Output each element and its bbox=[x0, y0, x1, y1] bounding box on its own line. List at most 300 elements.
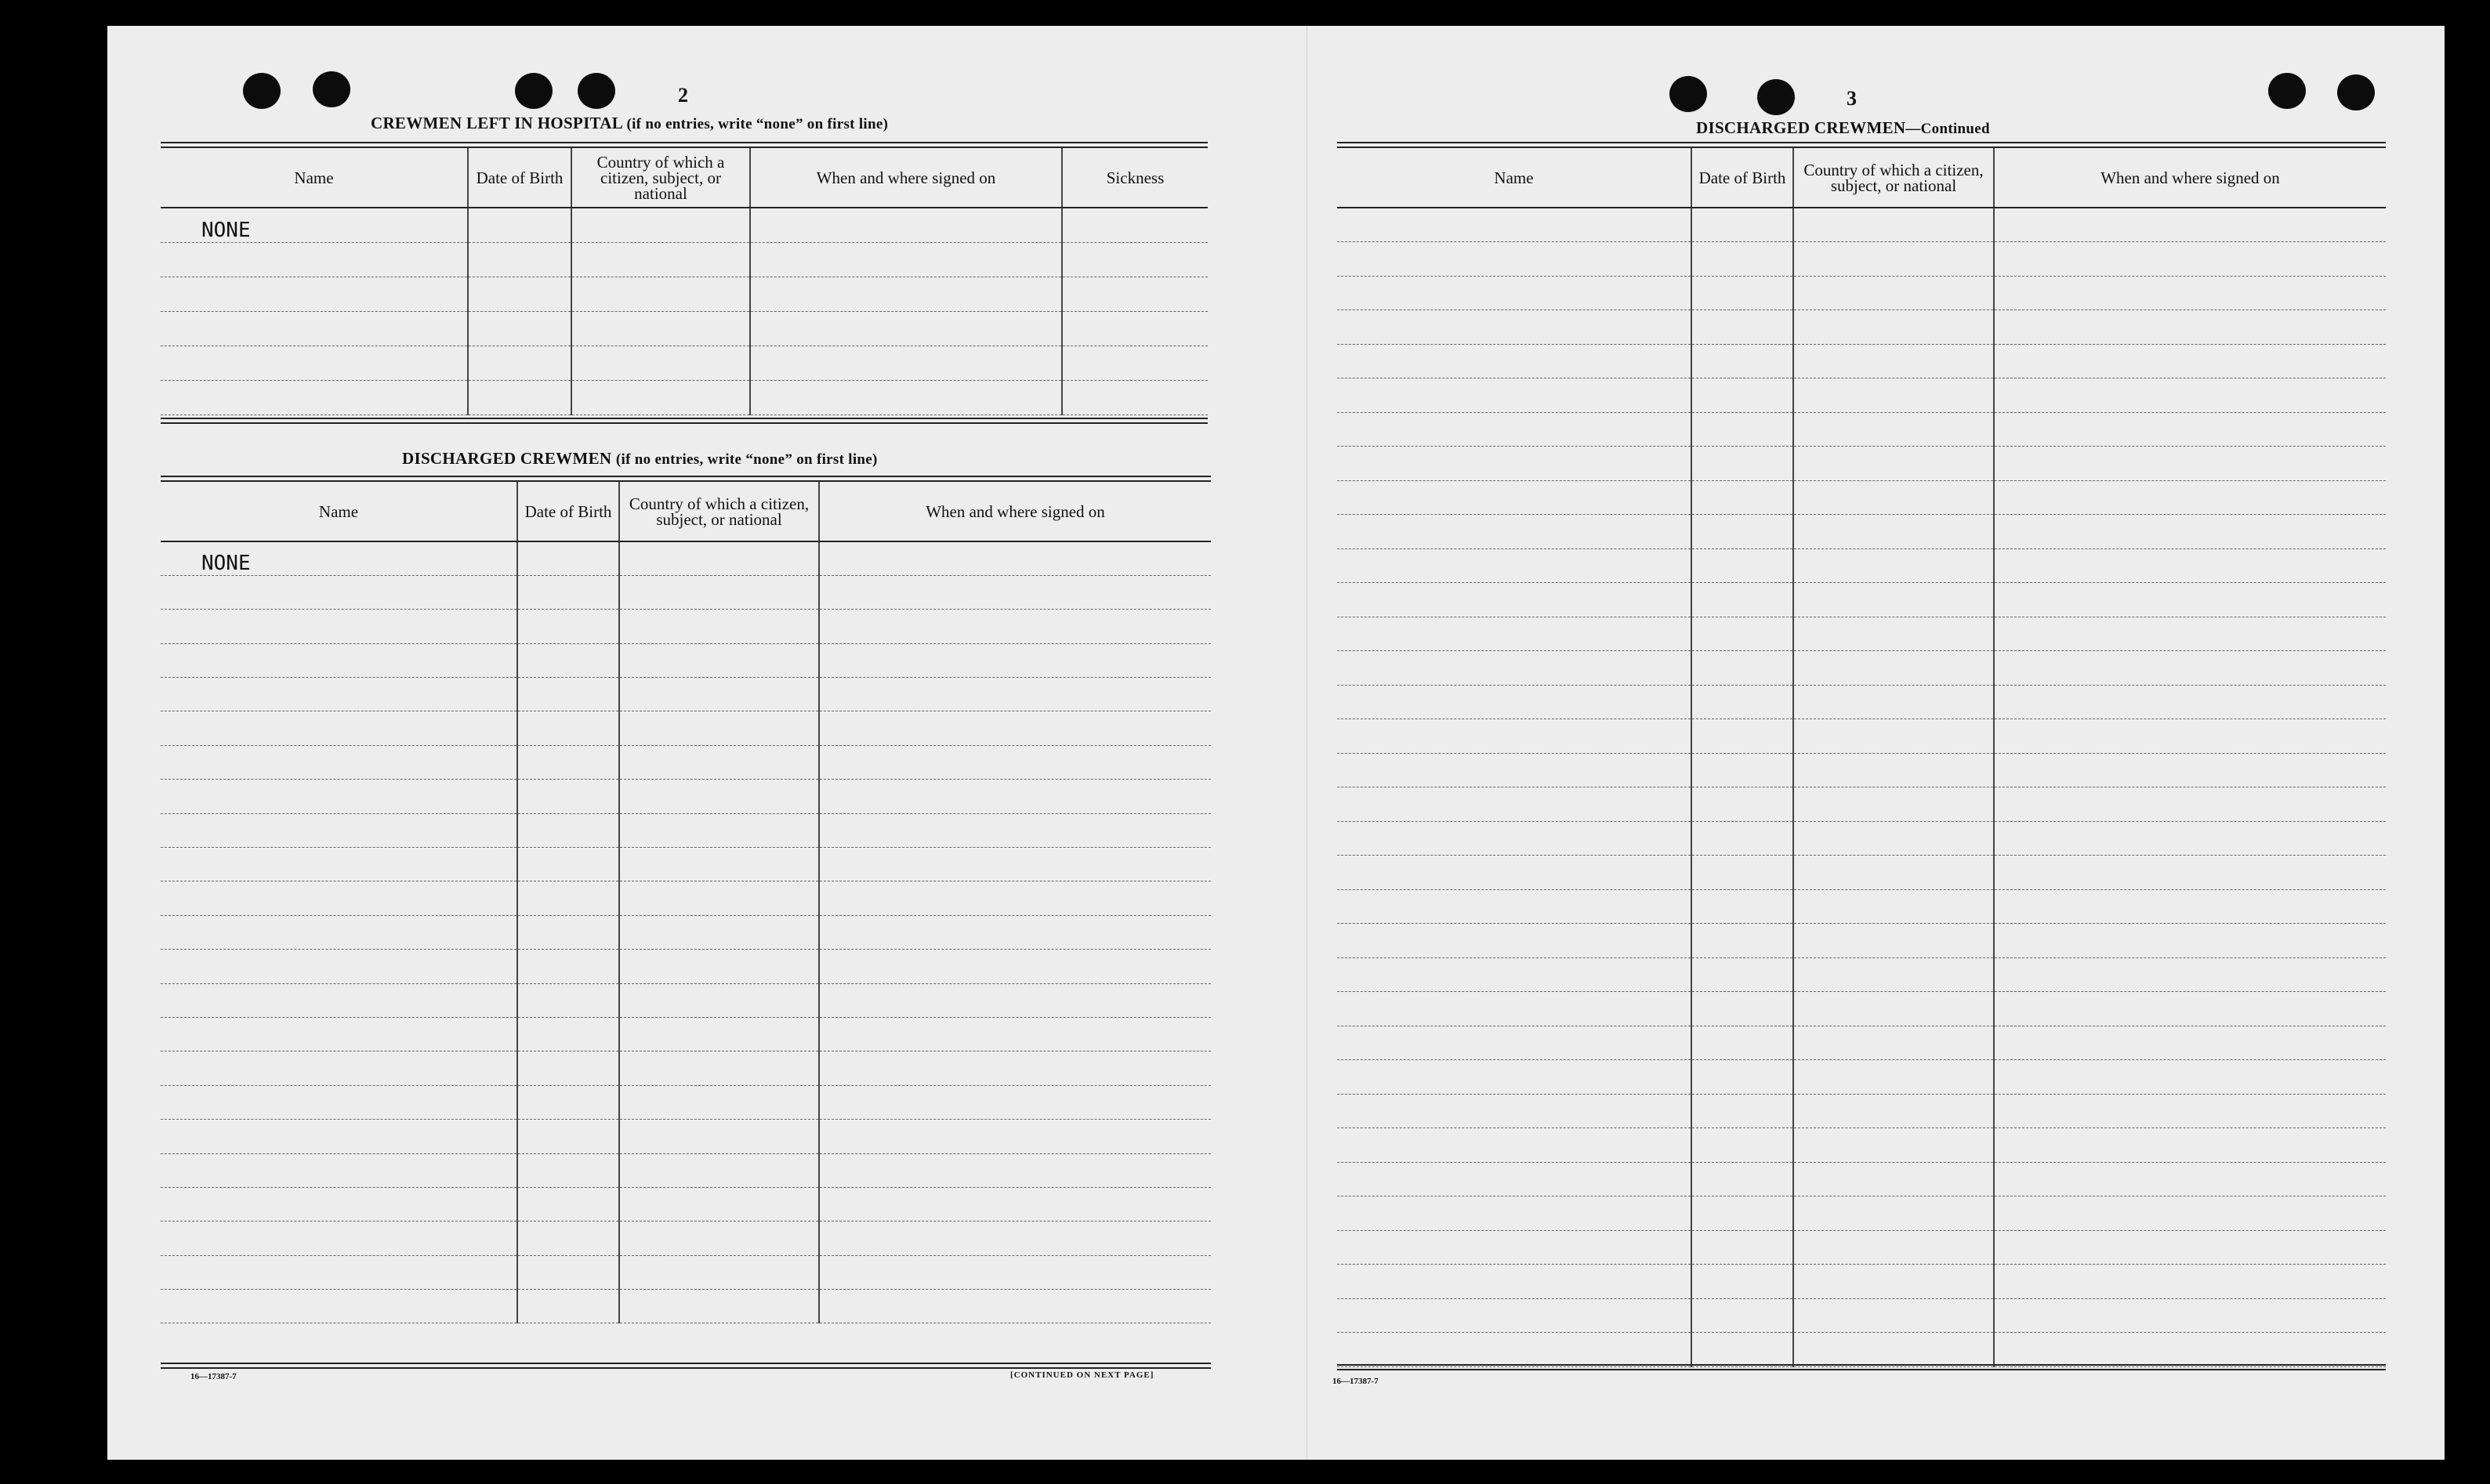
table-row bbox=[1337, 1060, 2386, 1095]
name-cell bbox=[161, 678, 517, 711]
table-row bbox=[1337, 992, 2386, 1026]
name-cell bbox=[1337, 821, 1691, 856]
name-cell bbox=[1337, 242, 1691, 277]
table-cell bbox=[1691, 378, 1793, 413]
table-row bbox=[161, 242, 1208, 277]
table-cell bbox=[1994, 583, 2386, 617]
table-cell bbox=[819, 1085, 1211, 1119]
table-cell bbox=[819, 541, 1211, 575]
column-header: When and where signed on bbox=[750, 148, 1062, 208]
table-row bbox=[161, 915, 1211, 949]
section-rule bbox=[161, 1363, 1211, 1364]
table-cell bbox=[619, 1187, 819, 1221]
table-cell bbox=[517, 1153, 619, 1187]
table-row bbox=[1337, 617, 2386, 651]
name-cell bbox=[161, 1085, 517, 1119]
table-cell bbox=[619, 1222, 819, 1255]
table-cell bbox=[819, 1187, 1211, 1221]
column-header: Country of which a citizen, subject, or national bbox=[619, 482, 819, 541]
table-cell bbox=[1793, 1094, 1994, 1128]
table-row bbox=[1337, 1094, 2386, 1128]
name-cell bbox=[161, 610, 517, 643]
table-cell bbox=[1994, 208, 2386, 242]
table-cell bbox=[1994, 856, 2386, 890]
table-row bbox=[1337, 1230, 2386, 1265]
name-cell bbox=[1337, 992, 1691, 1026]
table-cell bbox=[1793, 378, 1994, 413]
table-row bbox=[1337, 685, 2386, 719]
table-cell bbox=[1691, 276, 1793, 310]
page-3 bbox=[1307, 26, 2445, 1460]
discharged-section-title bbox=[402, 449, 878, 469]
table-cell bbox=[819, 983, 1211, 1017]
table-cell bbox=[517, 848, 619, 881]
name-cell bbox=[161, 745, 517, 779]
table-cell bbox=[1691, 208, 1793, 242]
table-row bbox=[1337, 787, 2386, 822]
table-row bbox=[1337, 1128, 2386, 1163]
table-cell bbox=[517, 1255, 619, 1289]
table-cell bbox=[619, 780, 819, 813]
table-cell bbox=[517, 1222, 619, 1255]
table-row bbox=[161, 208, 1208, 242]
name-cell bbox=[161, 881, 517, 915]
table-row bbox=[1337, 719, 2386, 754]
punch-hole bbox=[578, 73, 615, 109]
table-row bbox=[1337, 1196, 2386, 1231]
table-cell bbox=[1691, 957, 1793, 992]
table-cell bbox=[1994, 685, 2386, 719]
table-cell bbox=[1793, 1128, 1994, 1163]
table-cell bbox=[819, 780, 1211, 813]
name-cell bbox=[1337, 583, 1691, 617]
table-cell bbox=[1994, 651, 2386, 686]
punch-hole bbox=[2337, 74, 2375, 110]
table-cell bbox=[1691, 1230, 1793, 1265]
table-cell bbox=[1793, 957, 1994, 992]
name-cell bbox=[161, 1222, 517, 1255]
table-cell bbox=[1793, 1026, 1994, 1060]
table-cell bbox=[1793, 1333, 1994, 1367]
table-cell bbox=[517, 813, 619, 847]
table-cell bbox=[1793, 1162, 1994, 1196]
table-cell bbox=[1994, 1026, 2386, 1060]
table-row bbox=[1337, 208, 2386, 242]
table-cell bbox=[819, 1222, 1211, 1255]
table-cell bbox=[517, 541, 619, 575]
table-cell bbox=[1994, 1094, 2386, 1128]
table-cell bbox=[517, 575, 619, 609]
table-row bbox=[161, 1120, 1211, 1153]
table-row bbox=[1337, 447, 2386, 481]
table-row bbox=[161, 881, 1211, 915]
table-cell bbox=[819, 643, 1211, 677]
name-cell bbox=[1337, 480, 1691, 515]
table-cell bbox=[1062, 277, 1208, 311]
column-header: Country of which a citizen, subject, or national bbox=[1793, 148, 1994, 208]
table-cell bbox=[1691, 242, 1793, 277]
table-cell bbox=[517, 1085, 619, 1119]
table-row bbox=[1337, 480, 2386, 515]
table-cell bbox=[1691, 1298, 1793, 1333]
table-cell bbox=[1793, 515, 1994, 549]
hospital-section-title bbox=[371, 114, 888, 133]
table-cell bbox=[1793, 889, 1994, 924]
table-row bbox=[161, 950, 1211, 983]
table-cell bbox=[571, 346, 750, 380]
table-cell bbox=[1691, 515, 1793, 549]
table-cell bbox=[1994, 515, 2386, 549]
table-cell bbox=[1691, 685, 1793, 719]
table-cell bbox=[517, 1051, 619, 1085]
table-cell bbox=[750, 242, 1062, 277]
table-cell bbox=[619, 1051, 819, 1085]
continued-title-main: DISCHARGED CREWMEN bbox=[1696, 118, 1906, 137]
name-cell bbox=[161, 346, 468, 380]
table-cell bbox=[1994, 378, 2386, 413]
table-cell bbox=[517, 983, 619, 1017]
table-cell bbox=[1994, 1128, 2386, 1163]
table-cell bbox=[1691, 1162, 1793, 1196]
table-cell bbox=[1994, 617, 2386, 651]
table-cell bbox=[1994, 1196, 2386, 1231]
table-cell bbox=[1062, 242, 1208, 277]
name-cell bbox=[1337, 208, 1691, 242]
table-cell bbox=[1691, 412, 1793, 447]
table-row bbox=[161, 1153, 1211, 1187]
table-cell bbox=[1062, 380, 1208, 414]
table-cell bbox=[1793, 447, 1994, 481]
table-cell bbox=[1793, 685, 1994, 719]
table-cell bbox=[1793, 1196, 1994, 1231]
table-row bbox=[161, 380, 1208, 414]
table-cell bbox=[468, 380, 571, 414]
table-cell bbox=[619, 881, 819, 915]
punch-hole bbox=[243, 73, 281, 109]
table-cell bbox=[1793, 1298, 1994, 1333]
table-cell bbox=[819, 915, 1211, 949]
table-cell bbox=[468, 242, 571, 277]
table-row bbox=[161, 1017, 1211, 1051]
table-row bbox=[1337, 412, 2386, 447]
hospital-table bbox=[161, 148, 1208, 415]
table-cell bbox=[1793, 412, 1994, 447]
table-row bbox=[1337, 548, 2386, 583]
table-cell bbox=[1994, 447, 2386, 481]
punch-hole bbox=[515, 73, 553, 109]
table-header-row bbox=[1337, 148, 2386, 208]
table-cell bbox=[571, 242, 750, 277]
table-row bbox=[161, 1255, 1211, 1289]
table-row bbox=[1337, 753, 2386, 787]
table-cell bbox=[750, 311, 1062, 346]
table-row bbox=[161, 1085, 1211, 1119]
name-cell bbox=[161, 1051, 517, 1085]
name-cell bbox=[161, 848, 517, 881]
table-header-row bbox=[161, 148, 1208, 208]
table-cell bbox=[1994, 1162, 2386, 1196]
table-cell bbox=[1994, 480, 2386, 515]
name-cell bbox=[1337, 957, 1691, 992]
table-cell bbox=[619, 813, 819, 847]
table-row bbox=[161, 678, 1211, 711]
table-row bbox=[1337, 378, 2386, 413]
table-cell bbox=[1691, 548, 1793, 583]
table-cell bbox=[819, 711, 1211, 745]
table-cell bbox=[750, 208, 1062, 242]
table-cell bbox=[619, 711, 819, 745]
table-cell bbox=[1793, 856, 1994, 890]
section-rule bbox=[1337, 1364, 2386, 1366]
table-row bbox=[161, 711, 1211, 745]
table-cell bbox=[1691, 480, 1793, 515]
table-cell bbox=[619, 1085, 819, 1119]
table-cell bbox=[1994, 1333, 2386, 1367]
table-cell bbox=[1062, 208, 1208, 242]
table-row bbox=[161, 745, 1211, 779]
table-cell bbox=[1994, 1230, 2386, 1265]
section-rule bbox=[161, 142, 1208, 143]
table-cell bbox=[1994, 787, 2386, 822]
name-cell bbox=[161, 950, 517, 983]
discharged-title-note: (if no entries, write “none” on first line) bbox=[615, 451, 878, 468]
name-cell bbox=[161, 380, 468, 414]
table-cell bbox=[517, 881, 619, 915]
table-cell bbox=[1793, 651, 1994, 686]
table-cell bbox=[517, 780, 619, 813]
table-cell bbox=[1691, 1333, 1793, 1367]
name-cell bbox=[161, 983, 517, 1017]
table-cell bbox=[619, 983, 819, 1017]
table-row bbox=[161, 780, 1211, 813]
table-cell bbox=[517, 610, 619, 643]
name-cell bbox=[1337, 1265, 1691, 1299]
table-cell bbox=[1994, 924, 2386, 958]
table-cell bbox=[1691, 787, 1793, 822]
table-cell bbox=[619, 1017, 819, 1051]
table-row bbox=[161, 575, 1211, 609]
column-header: Name bbox=[161, 148, 468, 208]
table-cell bbox=[619, 575, 819, 609]
table-row bbox=[1337, 924, 2386, 958]
table-cell bbox=[1793, 1265, 1994, 1299]
table-row bbox=[1337, 1162, 2386, 1196]
name-cell bbox=[161, 575, 517, 609]
table-cell bbox=[571, 277, 750, 311]
table-cell bbox=[819, 1290, 1211, 1323]
table-row bbox=[161, 1222, 1211, 1255]
column-header: When and where signed on bbox=[819, 482, 1211, 541]
table-cell bbox=[1793, 480, 1994, 515]
form-number: 16—17387-7 bbox=[1332, 1377, 1379, 1386]
table-cell bbox=[819, 678, 1211, 711]
table-cell bbox=[1691, 889, 1793, 924]
name-cell bbox=[161, 711, 517, 745]
table-cell bbox=[1994, 412, 2386, 447]
table-cell bbox=[619, 915, 819, 949]
table-cell bbox=[1691, 1196, 1793, 1231]
table-cell bbox=[1994, 992, 2386, 1026]
discharged-table bbox=[161, 482, 1211, 1323]
table-cell bbox=[468, 277, 571, 311]
name-cell bbox=[161, 1017, 517, 1051]
name-cell bbox=[1337, 889, 1691, 924]
table-cell bbox=[819, 1153, 1211, 1187]
table-cell bbox=[819, 1255, 1211, 1289]
table-cell bbox=[517, 643, 619, 677]
table-cell bbox=[1994, 1298, 2386, 1333]
table-row bbox=[161, 983, 1211, 1017]
table-cell bbox=[1994, 548, 2386, 583]
table-cell bbox=[468, 311, 571, 346]
name-cell bbox=[161, 915, 517, 949]
table-cell bbox=[1793, 924, 1994, 958]
table-cell bbox=[517, 1290, 619, 1323]
table-cell bbox=[1994, 344, 2386, 378]
table-cell bbox=[517, 745, 619, 779]
table-cell bbox=[517, 915, 619, 949]
punch-hole bbox=[1669, 76, 1707, 112]
table-cell bbox=[1994, 719, 2386, 754]
name-cell bbox=[1337, 719, 1691, 754]
table-cell bbox=[1793, 753, 1994, 787]
table-row bbox=[161, 311, 1208, 346]
punch-hole bbox=[1757, 79, 1795, 115]
name-cell bbox=[161, 1120, 517, 1153]
table-cell bbox=[571, 208, 750, 242]
table-cell bbox=[517, 678, 619, 711]
table-cell bbox=[1691, 992, 1793, 1026]
table-cell bbox=[1994, 276, 2386, 310]
table-cell bbox=[1691, 1026, 1793, 1060]
column-header: When and where signed on bbox=[1994, 148, 2386, 208]
table-cell bbox=[1793, 344, 1994, 378]
table-cell bbox=[619, 541, 819, 575]
table-cell bbox=[1062, 311, 1208, 346]
table-row bbox=[1337, 1026, 2386, 1060]
table-cell bbox=[1793, 548, 1994, 583]
name-cell bbox=[1337, 548, 1691, 583]
punch-hole bbox=[313, 71, 350, 107]
table-cell bbox=[1994, 1060, 2386, 1095]
table-cell bbox=[1691, 617, 1793, 651]
name-cell bbox=[1337, 276, 1691, 310]
table-cell bbox=[1691, 1060, 1793, 1095]
table-cell bbox=[1793, 310, 1994, 345]
table-row bbox=[161, 541, 1211, 575]
table-cell bbox=[819, 745, 1211, 779]
table-row bbox=[1337, 1298, 2386, 1333]
table-cell bbox=[1691, 753, 1793, 787]
table-cell bbox=[1994, 242, 2386, 277]
name-cell bbox=[1337, 447, 1691, 481]
table-cell bbox=[468, 346, 571, 380]
name-cell bbox=[1337, 344, 1691, 378]
table-cell bbox=[1691, 1094, 1793, 1128]
table-cell bbox=[1994, 821, 2386, 856]
table-cell bbox=[1994, 310, 2386, 345]
table-cell bbox=[1793, 617, 1994, 651]
name-cell bbox=[1337, 1162, 1691, 1196]
name-cell bbox=[1337, 1060, 1691, 1095]
table-cell bbox=[619, 1120, 819, 1153]
table-row bbox=[1337, 957, 2386, 992]
name-cell bbox=[161, 311, 468, 346]
table-row bbox=[161, 277, 1208, 311]
table-cell bbox=[1691, 856, 1793, 890]
table-cell bbox=[1691, 719, 1793, 754]
table-cell bbox=[750, 277, 1062, 311]
table-cell bbox=[517, 1017, 619, 1051]
name-cell bbox=[1337, 685, 1691, 719]
table-cell bbox=[1994, 957, 2386, 992]
name-cell bbox=[1337, 617, 1691, 651]
punch-hole bbox=[2268, 73, 2306, 109]
table-cell bbox=[1691, 924, 1793, 958]
table-cell bbox=[1793, 1230, 1994, 1265]
table-cell bbox=[619, 1153, 819, 1187]
table-cell bbox=[619, 610, 819, 643]
name-cell bbox=[1337, 1094, 1691, 1128]
table-row bbox=[1337, 651, 2386, 686]
table-row bbox=[161, 848, 1211, 881]
table-cell bbox=[1994, 1265, 2386, 1299]
page-number: 3 bbox=[1847, 87, 1857, 110]
name-cell bbox=[1337, 1230, 1691, 1265]
name-cell bbox=[161, 242, 468, 277]
column-header: Name bbox=[161, 482, 517, 541]
table-cell bbox=[750, 380, 1062, 414]
page-2 bbox=[107, 26, 1307, 1460]
table-cell bbox=[819, 575, 1211, 609]
table-row bbox=[161, 1051, 1211, 1085]
column-header: Sickness bbox=[1062, 148, 1208, 208]
column-header: Country of which a citizen, subject, or national bbox=[571, 148, 750, 208]
discharged-title-main: DISCHARGED CREWMEN bbox=[402, 449, 612, 468]
name-cell bbox=[161, 780, 517, 813]
table-cell bbox=[819, 813, 1211, 847]
continued-note: [CONTINUED ON NEXT PAGE] bbox=[1010, 1370, 1154, 1380]
table-cell bbox=[819, 610, 1211, 643]
name-cell bbox=[1337, 1196, 1691, 1231]
name-cell bbox=[161, 277, 468, 311]
table-row bbox=[161, 346, 1208, 380]
column-header: Name bbox=[1337, 148, 1691, 208]
table-cell bbox=[517, 1120, 619, 1153]
table-row bbox=[1337, 1265, 2386, 1299]
table-cell bbox=[1691, 1265, 1793, 1299]
table-cell bbox=[1793, 276, 1994, 310]
table-row bbox=[161, 1290, 1211, 1323]
table-cell bbox=[819, 848, 1211, 881]
table-cell bbox=[1793, 583, 1994, 617]
section-rule bbox=[161, 476, 1211, 477]
name-cell bbox=[1337, 1333, 1691, 1367]
table-cell bbox=[619, 643, 819, 677]
name-cell bbox=[1337, 1026, 1691, 1060]
hospital-title-note: (if no entries, write “none” on first line) bbox=[626, 116, 889, 132]
page-number: 2 bbox=[678, 84, 688, 107]
table-cell bbox=[571, 380, 750, 414]
column-header: Date of Birth bbox=[517, 482, 619, 541]
table-row bbox=[1337, 1333, 2386, 1367]
name-cell: NONE bbox=[161, 541, 517, 575]
name-cell bbox=[161, 1153, 517, 1187]
table-row bbox=[1337, 856, 2386, 890]
form-number: 16—17387-7 bbox=[190, 1372, 237, 1381]
table-cell bbox=[819, 1017, 1211, 1051]
discharged-continued-table bbox=[1337, 148, 2386, 1367]
